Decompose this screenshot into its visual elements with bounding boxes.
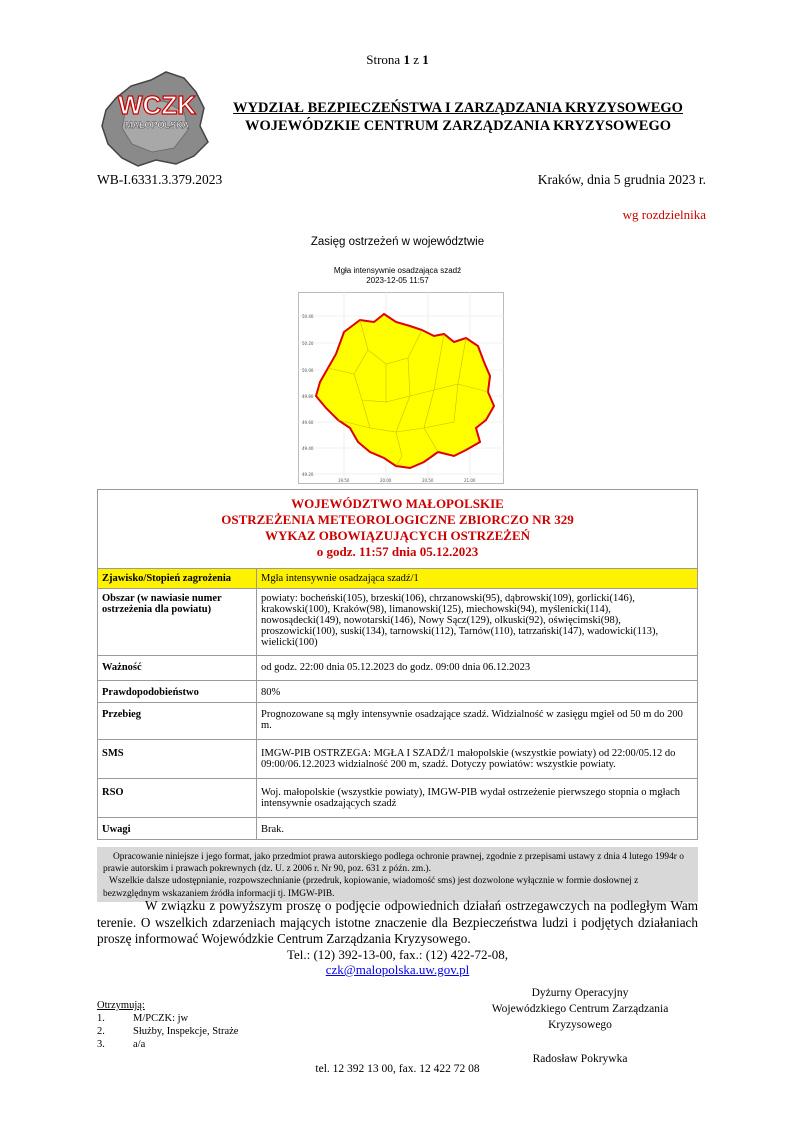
map-title <box>0 266 795 286</box>
logo-subtext: MAŁOPOLSKA <box>125 120 189 130</box>
row-label: Zjawisko/Stopień zagrożenia <box>98 569 257 589</box>
map-xtick: 20.50 <box>422 478 434 483</box>
item-number: 2. <box>97 1026 105 1037</box>
row-label: Przebieg <box>98 703 257 740</box>
list-item <box>97 1012 238 1025</box>
date-line: Kraków, dnia 5 grudnia 2023 r. <box>537 172 706 187</box>
row-value: Mgła intensywnie osadzająca szadź/1 <box>257 569 698 589</box>
distribution-note: wg rozdzielnika <box>622 207 706 222</box>
copyright-paragraph: Opracowanie niniejsze i jego format, jako przedmiot prawa autorskiego podlega ochronie prawnej, zgodnie z przepisami ustawy z dnia 4 lutego 1994r o prawie autorskim i prawach pokrewnych (dz. U. z 2006 r. Nr 90, poz. 631 z późn. zm.). <box>103 852 684 875</box>
map-caption: Zasięg ostrzeżeń w województwie <box>310 236 485 248</box>
signature-org-cont: Kryzysowego <box>548 1019 612 1031</box>
item-text: M/PCZK: jw <box>133 1013 189 1024</box>
copyright-notice <box>97 847 698 902</box>
signature-role: Dyżurny Operacyjny <box>531 987 629 999</box>
table-heading <box>98 490 698 569</box>
department-title: WYDZIAŁ BEZPIECZEŃSTWA I ZARZĄDZANIA KRYZYSOWEGO <box>233 100 683 116</box>
row-label: Ważność <box>98 656 257 681</box>
copyright-paragraph: Wszelkie dalsze udostępnianie, rozpowszechnianie (przedruk, kopiowanie, wiadomość sms) jest dozwolone wyłącznie w formie dosłownej z bezwzględnym wskazaniem źródła informacji tj. IMGW-PIB. <box>103 876 639 899</box>
row-label: Uwagi <box>98 818 257 840</box>
table-heading-list: WYKAZ OBOWIĄZUJĄCYCH OSTRZEŻEŃ <box>264 528 531 543</box>
footer-contact: tel. 12 392 13 00, fax. 12 422 72 08 <box>315 1063 480 1075</box>
row-label: SMS <box>98 740 257 779</box>
item-text: Służby, Inspekcje, Straże <box>133 1026 239 1037</box>
map-timestamp: 2023-12-05 11:57 <box>366 276 429 285</box>
reference-number: WB-I.6331.3.379.2023 <box>97 172 223 187</box>
table-row-course <box>98 703 698 740</box>
warning-map <box>298 292 504 484</box>
signature-org: Wojewódzkiego Centrum Zarządzania <box>491 1003 669 1015</box>
row-value: powiaty: bocheński(105), brzeski(106), chrzanowski(95), dąbrowski(109), gorlicki(146), krakowski(100), Kraków(98), limanowski(125), miechowski(94), myślenicki(114), nowosądecki(149), nowotarski(146), Nowy Sącz(129), olkuski(92), oświęcimski(98), proszowicki(100), suski(134), tarnowski(112), Tarnów(110), tatrzański(147), wadowicki(113), wielicki(100) <box>257 589 698 656</box>
contact-email-link[interactable]: czk@malopolska.uw.gov.pl <box>325 962 470 977</box>
map-phenomenon: Mgła intensywnie osadzająca szadź <box>333 266 462 275</box>
item-number: 1. <box>97 1013 105 1024</box>
map-xtick: 21.00 <box>464 478 476 483</box>
row-value: Woj. małopolskie (wszystkie powiaty), IMGW-PIB wydał ostrzeżenie pierwszego stopnia o mgłach intensywnie osadzających szadź <box>257 779 698 818</box>
table-row-area <box>98 589 698 656</box>
row-value: IMGW-PIB OSTRZEGA: MGŁA I SZADŹ/1 małopolskie (wszystkie powiaty) od 22:00/05.12 do 09:00/06.12.2023 widzialność 200 m, szadź. Dotyczy powiatów: wszystkie powiaty. <box>257 740 698 779</box>
map-ytick: 50.20 <box>302 341 314 346</box>
page-number: Strona 1 z 1 <box>366 52 429 67</box>
list-item <box>97 1038 238 1051</box>
table-row-validity <box>98 656 698 681</box>
row-value: 80% <box>257 681 698 703</box>
table-heading-voivodeship: WOJEWÓDZTWO MAŁOPOLSKIE <box>291 496 504 511</box>
recipients-title: Otrzymują: <box>97 1000 145 1011</box>
row-label: RSO <box>98 779 257 818</box>
row-value: Brak. <box>257 818 698 840</box>
row-value: Prognozowane są mgły intensywnie osadzające szadź. Widzialność w zasięgu mgieł od 50 m do 200 m. <box>257 703 698 740</box>
map-ytick: 49.60 <box>302 420 314 425</box>
table-row-rso <box>98 779 698 818</box>
recipients-list <box>97 999 238 1051</box>
row-label: Obszar (w nawiasie numer ostrzeżenia dla powiatu) <box>98 589 257 656</box>
warnings-table <box>97 489 698 840</box>
table-heading-bulletin: OSTRZEŻENIA METEOROLOGICZNE ZBIORCZO NR 329 <box>221 512 574 527</box>
map-xtick: 19.50 <box>338 478 350 483</box>
item-number: 3. <box>97 1039 105 1050</box>
wczk-logo <box>96 68 218 168</box>
row-value: od godz. 22:00 dnia 05.12.2023 do godz. 09:00 dnia 06.12.2023 <box>257 656 698 681</box>
map-ytick: 50.40 <box>302 314 314 319</box>
table-row-phenomenon <box>98 569 698 589</box>
table-row-remarks <box>98 818 698 840</box>
contact-phone: Tel.: (12) 392-13-00, fax.: (12) 422-72-08, <box>286 947 509 962</box>
table-row-sms <box>98 740 698 779</box>
map-ytick: 50.00 <box>302 368 314 373</box>
signature-name: Radosław Pokrywka <box>532 1053 628 1065</box>
map-ytick: 49.40 <box>302 446 314 451</box>
body-paragraph: W związku z powyższym proszę o podjęcie odpowiednich działań ostrzegawczych na podległym Wam terenie. O wszelkich zdarzeniach mających istotne znaczenie dla Bezpieczeństwa ludzi i podjętych działaniach proszę informować Wojewódzkie Centrum Zarządzania Kryzysowego. <box>97 898 698 946</box>
table-row-probability <box>98 681 698 703</box>
table-heading-time: o godz. 11:57 dnia 05.12.2023 <box>316 544 479 559</box>
map-ytick: 49.20 <box>302 472 314 477</box>
map-ytick: 49.80 <box>302 394 314 399</box>
item-text: a/a <box>133 1039 146 1050</box>
signature-block <box>470 985 690 1067</box>
list-item <box>97 1025 238 1038</box>
center-title: WOJEWÓDZKIE CENTRUM ZARZĄDZANIA KRYZYSOWEGO <box>244 118 672 134</box>
logo-text: WCZK <box>118 90 196 120</box>
row-label: Prawdopodobieństwo <box>98 681 257 703</box>
map-xtick: 20.00 <box>380 478 392 483</box>
